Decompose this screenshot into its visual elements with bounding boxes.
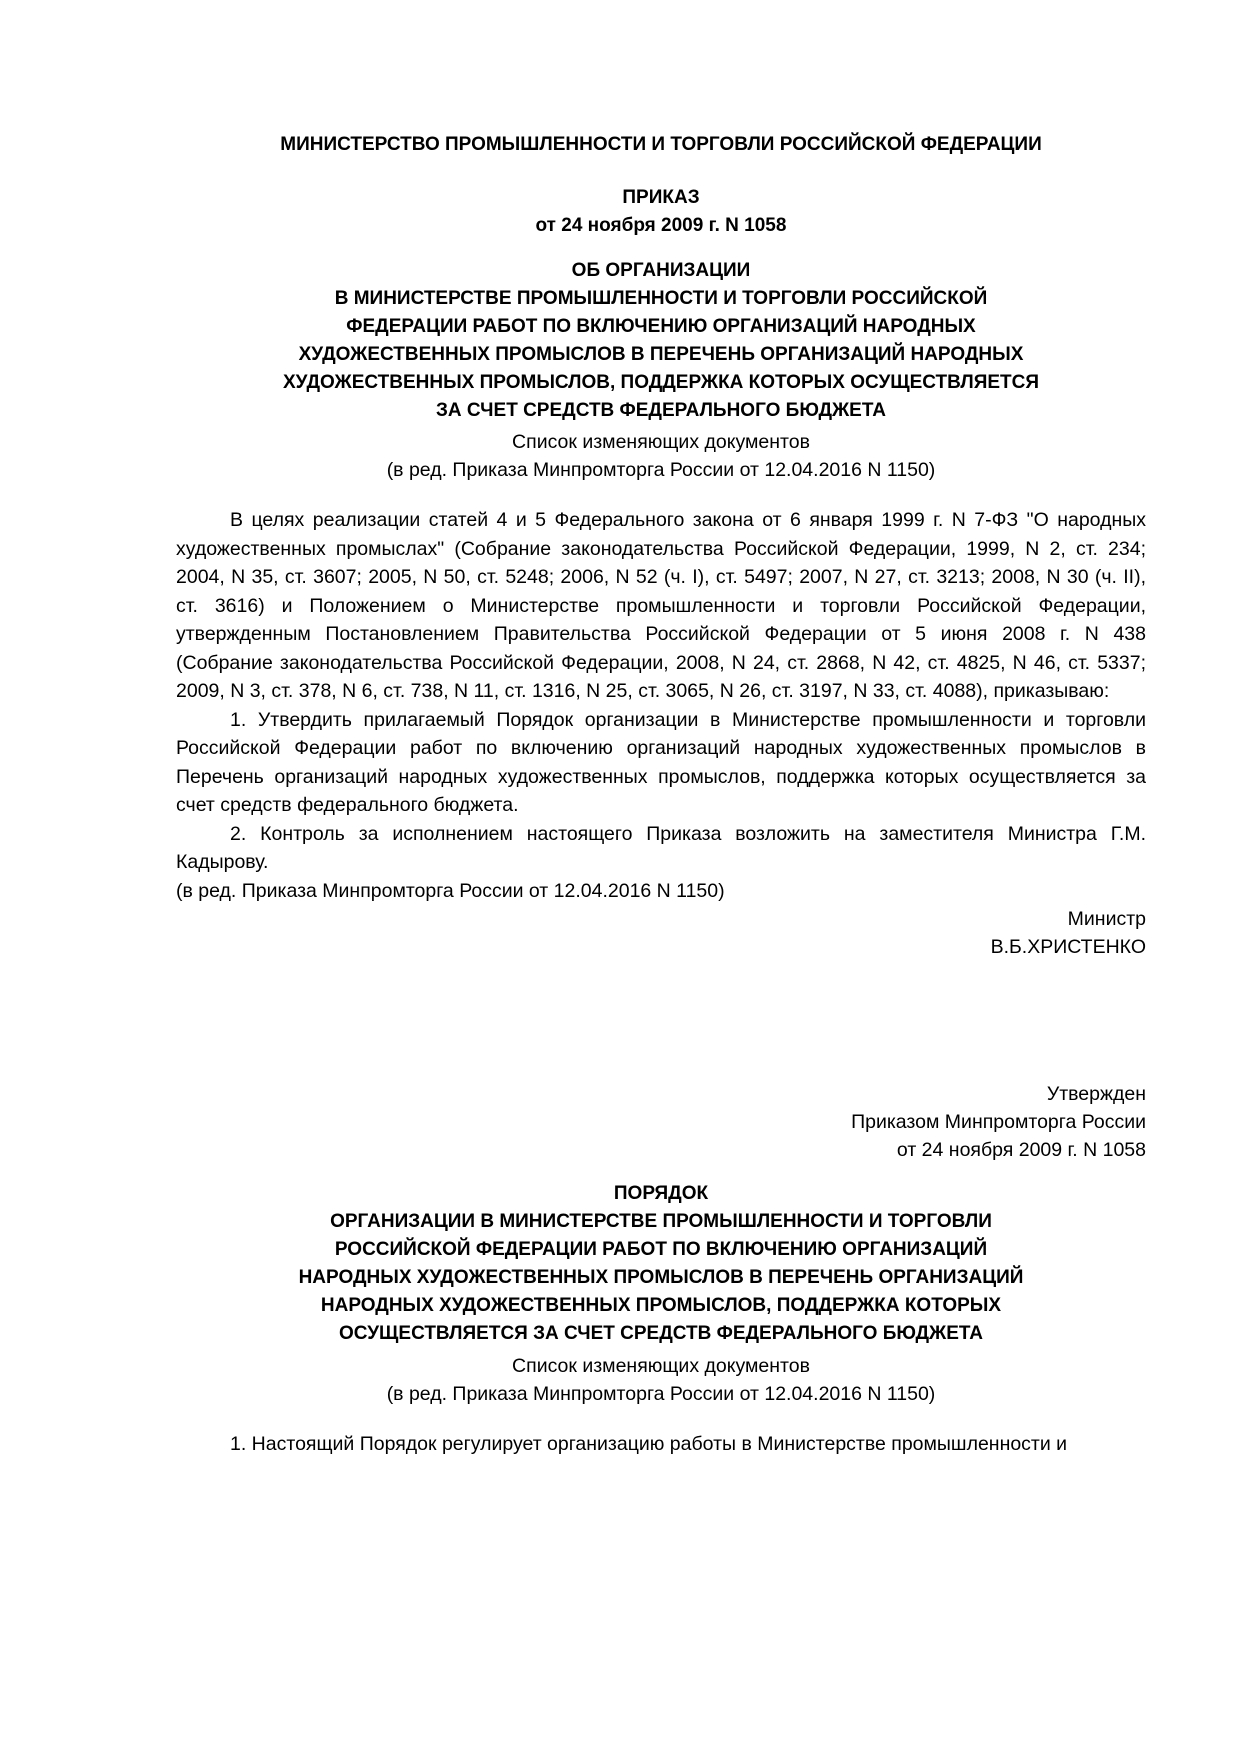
changes-list-2 [176,1352,1146,1408]
changes-ref: (в ред. Приказа Минпромторга России от 12.04.2016 N 1150) [386,1383,936,1405]
order-title-line: ОБ ОРГАНИЗАЦИИ [571,260,751,281]
order-heading [176,184,1146,240]
order-title-line: ФЕДЕРАЦИИ РАБОТ ПО ВКЛЮЧЕНИЮ ОРГАНИЗАЦИЙ НАРОДНЫХ [346,316,976,337]
approval-block [176,1080,1146,1164]
procedure-title-line: ОСУЩЕСТВЛЯЕТСЯ ЗА СЧЕТ СРЕДСТВ ФЕДЕРАЛЬНОГО БЮДЖЕТА [338,1323,984,1344]
item-1-paragraph: 1. Утвердить прилагаемый Порядок организации в Министерстве промышленности и торговли Российской Федерации работ по включению организаций народных художественных промыслов в Перечень организаций народных художественных промыслов, поддержка которых осуществляется за счет средств федерального бюджета. [176,708,1146,816]
changes-list-1 [176,428,1146,484]
changes-label: Список изменяющих документов [512,1355,810,1377]
doc-type: ПРИКАЗ [622,187,700,208]
procedure-title-line: НАРОДНЫХ ХУДОЖЕСТВЕННЫХ ПРОМЫСЛОВ, ПОДДЕРЖКА КОТОРЫХ [320,1295,1002,1316]
procedure-body [176,1430,1146,1459]
signature-name: В.Б.ХРИСТЕНКО [990,936,1146,958]
approval-line-3: от 24 ноября 2009 г. N 1058 [896,1139,1146,1161]
order-title-line: ХУДОЖЕСТВЕННЫХ ПРОМЫСЛОВ, ПОДДЕРЖКА КОТОРЫХ ОСУЩЕСТВЛЯЕТСЯ [282,372,1040,393]
procedure-title-line: ПОРЯДОК [613,1183,709,1204]
signature-position: Министр [1067,908,1146,930]
changes-label: Список изменяющих документов [512,431,810,453]
order-title-line: В МИНИСТЕРСТВЕ ПРОМЫШЛЕННОСТИ И ТОРГОВЛИ РОССИЙСКОЙ [334,288,988,309]
procedure-title-line: ОРГАНИЗАЦИИ В МИНИСТЕРСТВЕ ПРОМЫШЛЕННОСТИ И ТОРГОВЛИ [330,1211,992,1232]
signature-block [176,905,1146,961]
procedure-title-line: РОССИЙСКОЙ ФЕДЕРАЦИИ РАБОТ ПО ВКЛЮЧЕНИЮ ОРГАНИЗАЦИЙ [334,1239,988,1260]
order-title-line: ХУДОЖЕСТВЕННЫХ ПРОМЫСЛОВ В ПЕРЕЧЕНЬ ОРГАНИЗАЦИЙ НАРОДНЫХ [298,344,1024,365]
order-title [176,257,1146,425]
doc-date-number: от 24 ноября 2009 г. N 1058 [535,215,787,236]
order-title-line: ЗА СЧЕТ СРЕДСТВ ФЕДЕРАЛЬНОГО БЮДЖЕТА [436,400,886,421]
item-2-ref: (в ред. Приказа Минпромторга России от 12.04.2016 N 1150) [176,879,725,902]
approval-line-1: Утвержден [1046,1083,1146,1105]
procedure-title [176,1180,1146,1348]
changes-ref: (в ред. Приказа Минпромторга России от 12.04.2016 N 1150) [386,459,936,481]
ministry-header [176,131,1146,159]
ministry-name: МИНИСТЕРСТВО ПРОМЫШЛЕННОСТИ И ТОРГОВЛИ РОССИЙСКОЙ ФЕДЕРАЦИИ [280,134,1042,155]
preamble-paragraph: В целях реализации статей 4 и 5 Федерального закона от 6 января 1999 г. N 7-ФЗ "О народных художественных промыслах" (Собрание законодательства Российской Федерации, 1999, N 2, ст. 234; 2004, N 35, ст. 3607; 2005, N 50, ст. 5248; 2006, N 52 (ч. I), ст. 5497; 2007, N 27, ст. 3213; 2008, N 30 (ч. II), ст. 3616) и Положением о Министерстве промышленности и торговли Российской Федерации, утвержденным Постановлением Правительства Российской Федерации от 5 июня 2008 г. N 438 (Собрание законодательства Российской Федерации, 2008, N 24, ст. 2868, N 42, ст. 4825, N 46, ст. 5337; 2009, N 3, ст. 378, N 6, ст. 738, N 11, ст. 1316, N 25, ст. 3065, N 26, ст. 3197, N 33, ст. 4088), приказываю: [176,509,1146,702]
approval-line-2: Приказом Минпромторга России [851,1111,1146,1133]
item-2-paragraph: 2. Контроль за исполнением настоящего Приказа возложить на заместителя Министра Г.М. Кадырову. [176,822,1146,873]
order-body [176,506,1146,905]
procedure-title-line: НАРОДНЫХ ХУДОЖЕСТВЕННЫХ ПРОМЫСЛОВ В ПЕРЕЧЕНЬ ОРГАНИЗАЦИЙ [298,1267,1024,1288]
procedure-item-1-start: 1. Настоящий Порядок регулирует организацию работы в Министерстве промышленности и [230,1433,1068,1455]
